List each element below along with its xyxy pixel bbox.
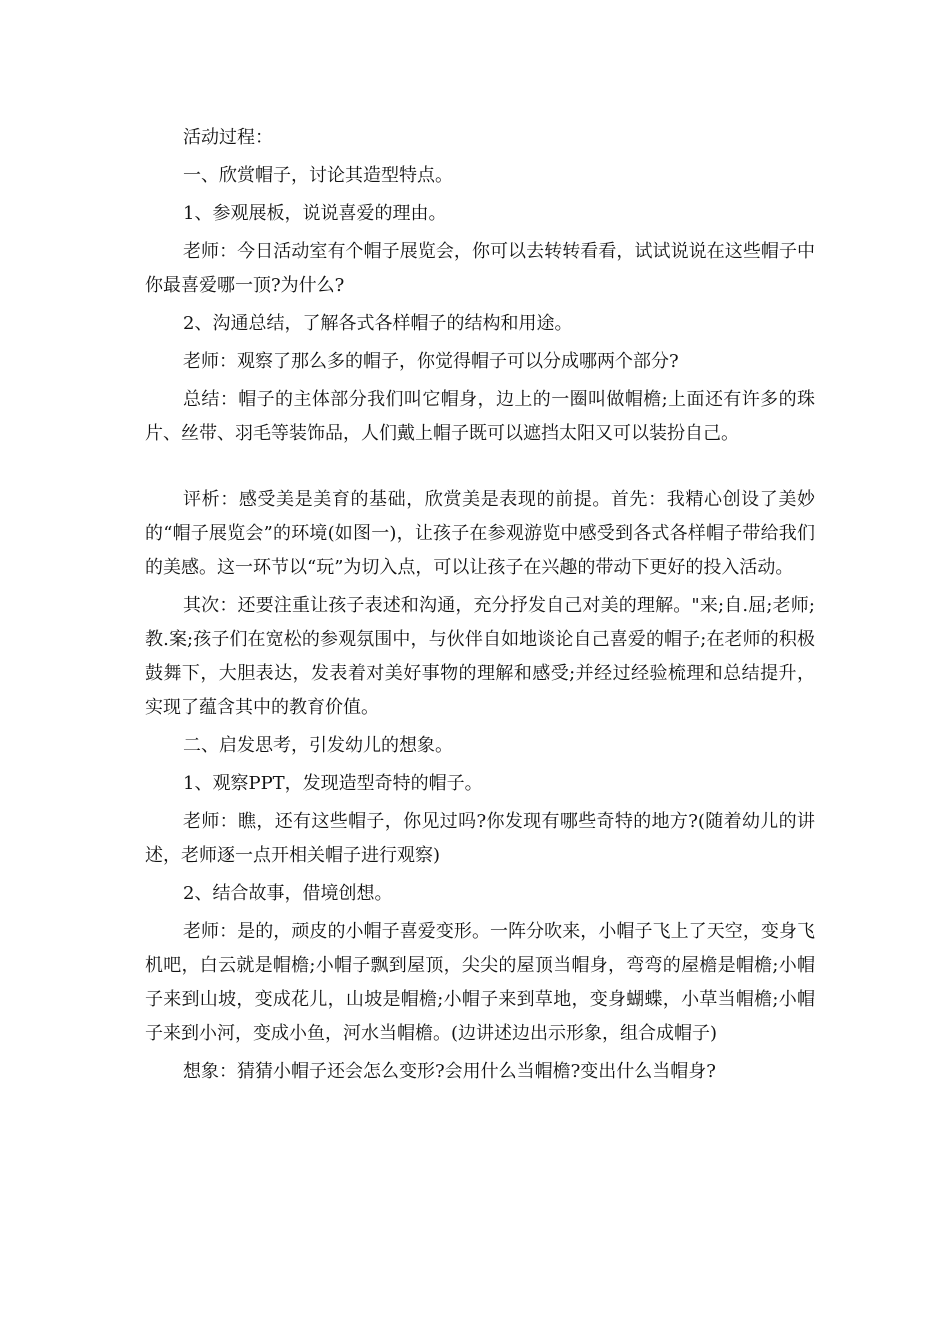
teacher-line-3: 老师：瞧，还有这些帽子，你见过吗?你发现有哪些奇特的地方?(随着幼儿的讲述，老师逐一点开相关帽子进行观察) — [145, 811, 815, 866]
commentary-paragraph: 评析：感受美是美育的基础，欣赏美是表现的前提。首先：我精心创设了美妙的“帽子展览会”的环境(如图一)，让孩子在参观游览中感受到各式各样帽子带给我们的美感。这一环节以“玩”为切入点，可以让孩子在兴趣的带动下更好的投入活动。 — [145, 489, 815, 578]
section-heading-process: 活动过程： — [183, 127, 273, 148]
step-1-visit: 1、参观展板，说说喜爱的理由。 — [183, 203, 447, 224]
step-2-story: 2、结合故事，借境创想。 — [183, 883, 393, 904]
second-point-paragraph: 其次：还要注重让孩子表述和沟通，充分抒发自己对美的理解。"来;自.屈;老师;教.案;孩子们在宽松的参观氛围中，与伙伴自如地谈论自己喜爱的帽子;在老师的积极鼓舞下，大胆表达，发表着对美好事物的理解和感受;并经过经验梳理和总结提升，实现了蕴含其中的教育价值。 — [145, 595, 815, 718]
step-2-summary: 2、沟通总结，了解各式各样帽子的结构和用途。 — [183, 313, 573, 334]
section-heading-two: 二、启发思考，引发幼儿的想象。 — [183, 735, 453, 756]
imagination-paragraph: 想象：猜猜小帽子还会怎么变形?会用什么当帽檐?变出什么当帽身? — [183, 1061, 716, 1082]
step-1-ppt: 1、观察PPT，发现造型奇特的帽子。 — [183, 773, 483, 794]
teacher-line-1: 老师：今日活动室有个帽子展览会，你可以去转转看看，试试说说在这些帽子中你最喜爱哪一顶?为什么? — [145, 241, 815, 296]
summary-paragraph: 总结：帽子的主体部分我们叫它帽身，边上的一圈叫做帽檐;上面还有许多的珠片、丝带、羽毛等装饰品，人们戴上帽子既可以遮挡太阳又可以装扮自己。 — [145, 389, 815, 444]
paragraph-gap — [145, 455, 815, 483]
section-heading-one: 一、欣赏帽子，讨论其造型特点。 — [183, 165, 453, 186]
teacher-story-paragraph: 老师：是的，顽皮的小帽子喜爱变形。一阵分吹来，小帽子飞上了天空，变身飞机吧，白云就是帽檐;小帽子飘到屋顶，尖尖的屋顶当帽身，弯弯的屋檐是帽檐;小帽子来到山坡，变成花儿，山坡是帽檐;小帽子来到草地，变身蝴蝶，小草当帽檐;小帽子来到小河，变成小鱼，河水当帽檐。(边讲述边出示形象，组合成帽子) — [145, 921, 816, 1044]
document-body — [145, 121, 815, 1093]
teacher-line-2: 老师：观察了那么多的帽子，你觉得帽子可以分成哪两个部分? — [183, 351, 679, 372]
